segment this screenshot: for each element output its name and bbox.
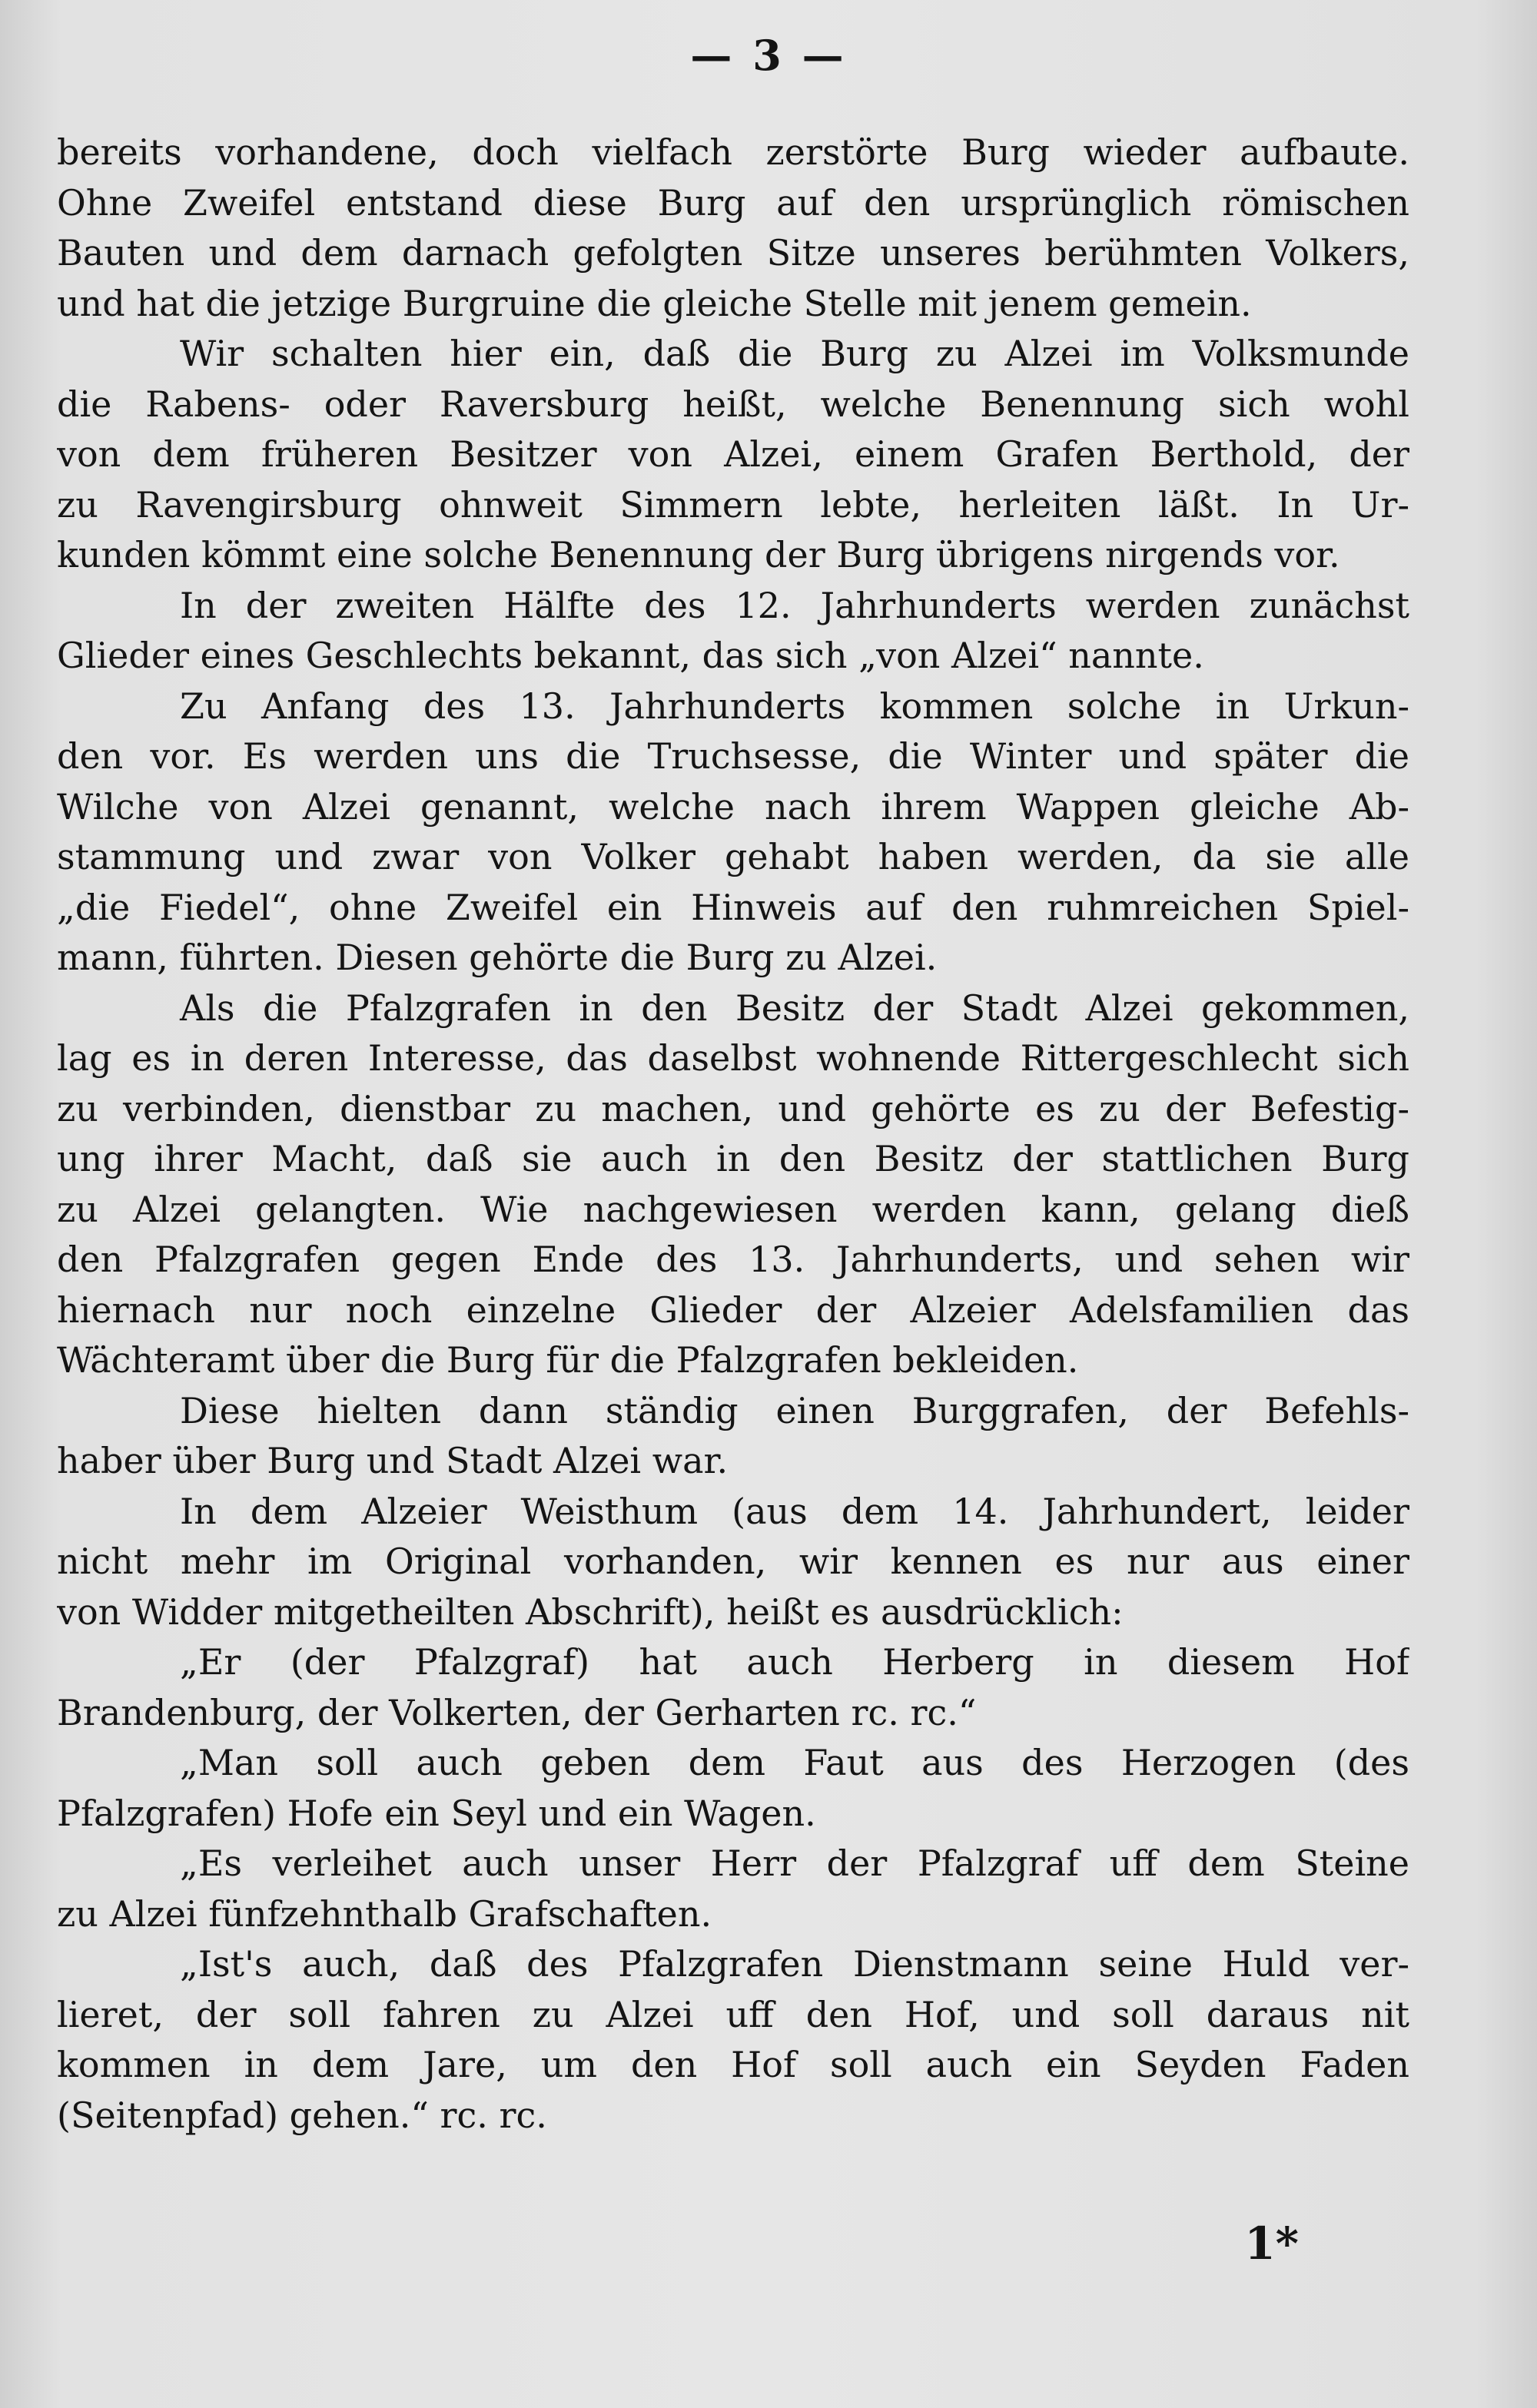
text-line: Glieder eines Geschlechts bekannt, das sich „von Alzei“ nannte. — [57, 635, 1204, 676]
text-line: den vor. Es werden uns die Truchsesse, die Winter und später die — [57, 735, 1409, 777]
text-line: lag es in deren Interesse, das daselbst wohnende Rittergeschlecht sich — [57, 1037, 1409, 1079]
page-number: — 3 — — [690, 31, 847, 80]
text-line: Wilche von Alzei genannt, welche nach ihrem Wappen gleiche Ab- — [57, 785, 1409, 828]
signature-mark: 1* — [1244, 2217, 1299, 2270]
text-line: Zu Anfang des 13. Jahrhunderts kommen solche in Urkun- — [180, 685, 1409, 727]
text-line: Als die Pfalzgrafen in den Besitz der Stadt Alzei gekommen, — [180, 987, 1409, 1029]
text-line: zu verbinden, dienstbar zu machen, und gehörte es zu der Befestig- — [57, 1087, 1409, 1129]
text-line: „die Fiedel“, ohne Zweifel ein Hinweis auf den ruhmreichen Spiel- — [57, 886, 1409, 928]
text-line: und hat die jetzige Burgruine die gleiche Stelle mit jenem gemein. — [57, 282, 1252, 324]
text-line: Wächteramt über die Burg für die Pfalzgrafen bekleiden. — [57, 1339, 1079, 1381]
text-line: lieret, der soll fahren zu Alzei uff den Hof, und soll daraus nit — [57, 1993, 1409, 2035]
text-line: kunden kömmt eine solche Benennung der Burg übrigens nirgends vor. — [57, 534, 1340, 575]
text-line: (Seitenpfad) gehen.“ rc. rc. — [57, 2094, 547, 2136]
text-line: In der zweiten Hälfte des 12. Jahrhunderts werden zunächst — [180, 584, 1409, 626]
text-line: den Pfalzgrafen gegen Ende des 13. Jahrhunderts, und sehen wir — [57, 1239, 1409, 1280]
text-line: stammung und zwar von Volker gehabt haben werden, da sie alle — [57, 836, 1409, 877]
text-line: nicht mehr im Original vorhanden, wir kennen es nur aus einer — [57, 1541, 1409, 1582]
text-line: die Rabens- oder Raversburg heißt, welche Benennung sich wohl — [57, 383, 1409, 425]
text-line: zu Alzei fünfzehnthalb Grafschaften. — [57, 1892, 712, 1935]
text-line: „Es verleihet auch unser Herr der Pfalzgraf uff dem Steine — [180, 1842, 1409, 1884]
text-line: kommen in dem Jare, um den Hof soll auch ein Seyden Faden — [57, 2044, 1409, 2085]
text-line: „Ist's auch, daß des Pfalzgrafen Dienstmann seine Huld ver- — [180, 1943, 1409, 1985]
text-line: Bauten und dem darnach gefolgten Sitze unseres berühmten Volkers, — [57, 232, 1409, 274]
text-line: ung ihrer Macht, daß sie auch in den Besitz der stattlichen Burg — [57, 1138, 1409, 1179]
text-line: In dem Alzeier Weisthum (aus dem 14. Jahrhundert, leider — [180, 1490, 1409, 1532]
text-line: „Er (der Pfalzgraf) hat auch Herberg in diesem Hof — [180, 1641, 1409, 1683]
text-line: Brandenburg, der Volkerten, der Gerharten rc. rc.“ — [57, 1691, 977, 1733]
text-line: mann, führten. Diesen gehörte die Burg zu Alzei. — [57, 937, 938, 978]
text-line: zu Ravengirsburg ohnweit Simmern lebte, herleiten läßt. In Ur- — [57, 483, 1409, 526]
text-line: von dem früheren Besitzer von Alzei, einem Grafen Berthold, der — [57, 433, 1409, 475]
text-line: Wir schalten hier ein, daß die Burg zu Alzei im Volksmunde — [180, 333, 1409, 374]
text-line: von Widder mitgetheilten Abschrift), heißt es ausdrücklich: — [57, 1590, 1124, 1633]
body-text — [57, 128, 1409, 2141]
text-line: zu Alzei gelangten. Wie nachgewiesen werden kann, gelang dieß — [57, 1188, 1409, 1230]
text-line: haber über Burg und Stadt Alzei war. — [57, 1440, 729, 1481]
text-line: Pfalzgrafen) Hofe ein Seyl und ein Wagen. — [57, 1792, 816, 1834]
text-line: bereits vorhandene, doch vielfach zerstörte Burg wieder aufbaute. — [57, 131, 1409, 173]
text-line: hiernach nur noch einzelne Glieder der Alzeier Adelsfamilien das — [57, 1289, 1409, 1331]
text-line: Diese hielten dann ständig einen Burggrafen, der Befehls- — [180, 1389, 1409, 1431]
text-line: Ohne Zweifel entstand diese Burg auf den ursprünglich römischen — [57, 181, 1409, 224]
text-line: „Man soll auch geben dem Faut aus des Herzogen (des — [180, 1742, 1409, 1783]
